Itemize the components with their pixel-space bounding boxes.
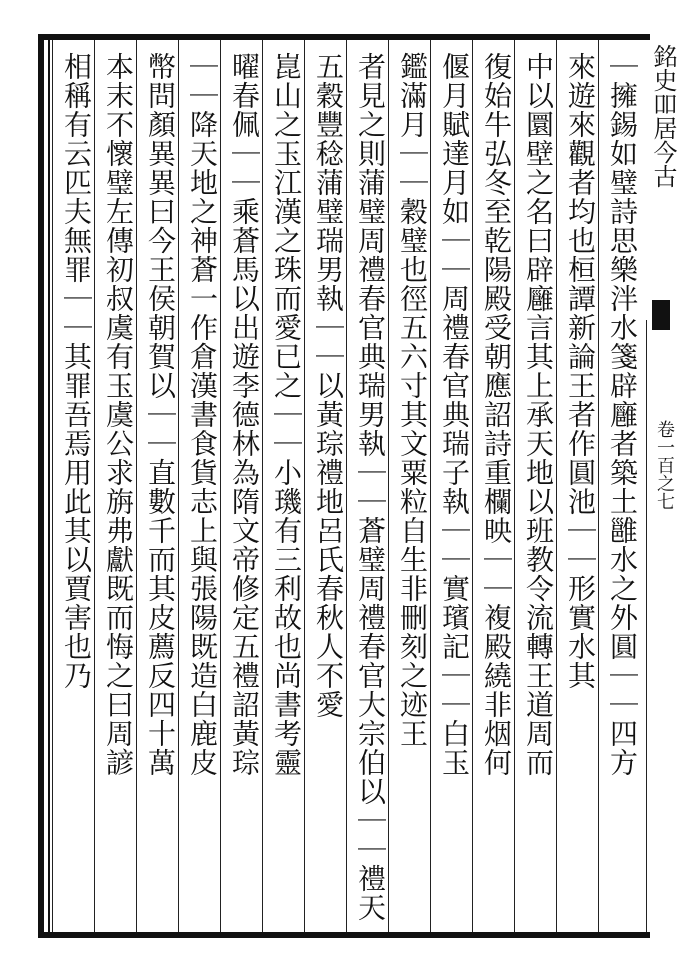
margin-volume-label: 卷一百之七 — [654, 420, 675, 510]
margin-divider — [646, 320, 647, 932]
text-column-8: 五穀豐稔蒲璧瑞男執｜｜以黃琮禮地呂氏春秋人不愛 — [312, 52, 345, 719]
text-column-4: 復始牛弘冬至乾陽殿受朝應詔詩重欄映｜｜複殿繞非烟何 — [480, 52, 513, 777]
column-rule — [52, 40, 53, 932]
text-column-7: 者見之則蒲璧周禮春官典瑞男執｜｜蒼璧周禮春官大宗伯以｜｜禮天 — [354, 52, 387, 922]
frame-top-border — [38, 34, 650, 40]
frame-left-border — [38, 34, 44, 938]
text-column-10: 曜春佩｜｜乘蒼馬以出遊李德林為隋文帝修定五禮詔黃琮 — [228, 52, 261, 777]
text-column-6: 鑑滿月｜｜穀璧也徑五六寸其文粟粒自生非刪刻之迹王 — [396, 52, 429, 748]
text-column-9: 崑山之玉江漢之珠而愛已之｜｜小璣有三利故也尚書考靈 — [270, 52, 303, 777]
frame-left-inner-border — [48, 40, 50, 932]
text-column-3: 中以圜壁之名曰辟廱言其上承天地以班教令流轉王道周而 — [522, 52, 555, 777]
frame-bottom-border — [38, 932, 650, 938]
text-column-13: 本末不懷璧左傳初叔虞有玉虞公求旃弗獻既而悔之曰周諺 — [102, 52, 135, 777]
text-column-12: 幣問顏異異曰今王侯朝賀以｜｜直數千而其皮薦反四十萬 — [144, 52, 177, 777]
text-column-14: 相稱有云匹夫無罪｜｜其罪吾焉用此其以賈害也乃 — [60, 52, 93, 690]
margin-fishtail-mark — [652, 300, 670, 330]
margin-book-title: 銘史吅居今古 — [649, 44, 677, 188]
text-column-1: ｜擁錫如璧詩思樂泮水箋辟廱者築土雝水之外圓｜｜四方 — [606, 52, 639, 777]
text-column-5: 偃月賦達月如｜｜周禮春官典瑞子執｜｜實璸記｜｜白玉 — [438, 52, 471, 777]
text-column-2: 來遊來觀者均也桓譚新論王者作圓池｜｜形實水其 — [564, 52, 597, 690]
text-column-11: ｜｜降天地之神蒼一作倉漢書食貨志上與張陽既造白鹿皮 — [186, 52, 219, 777]
